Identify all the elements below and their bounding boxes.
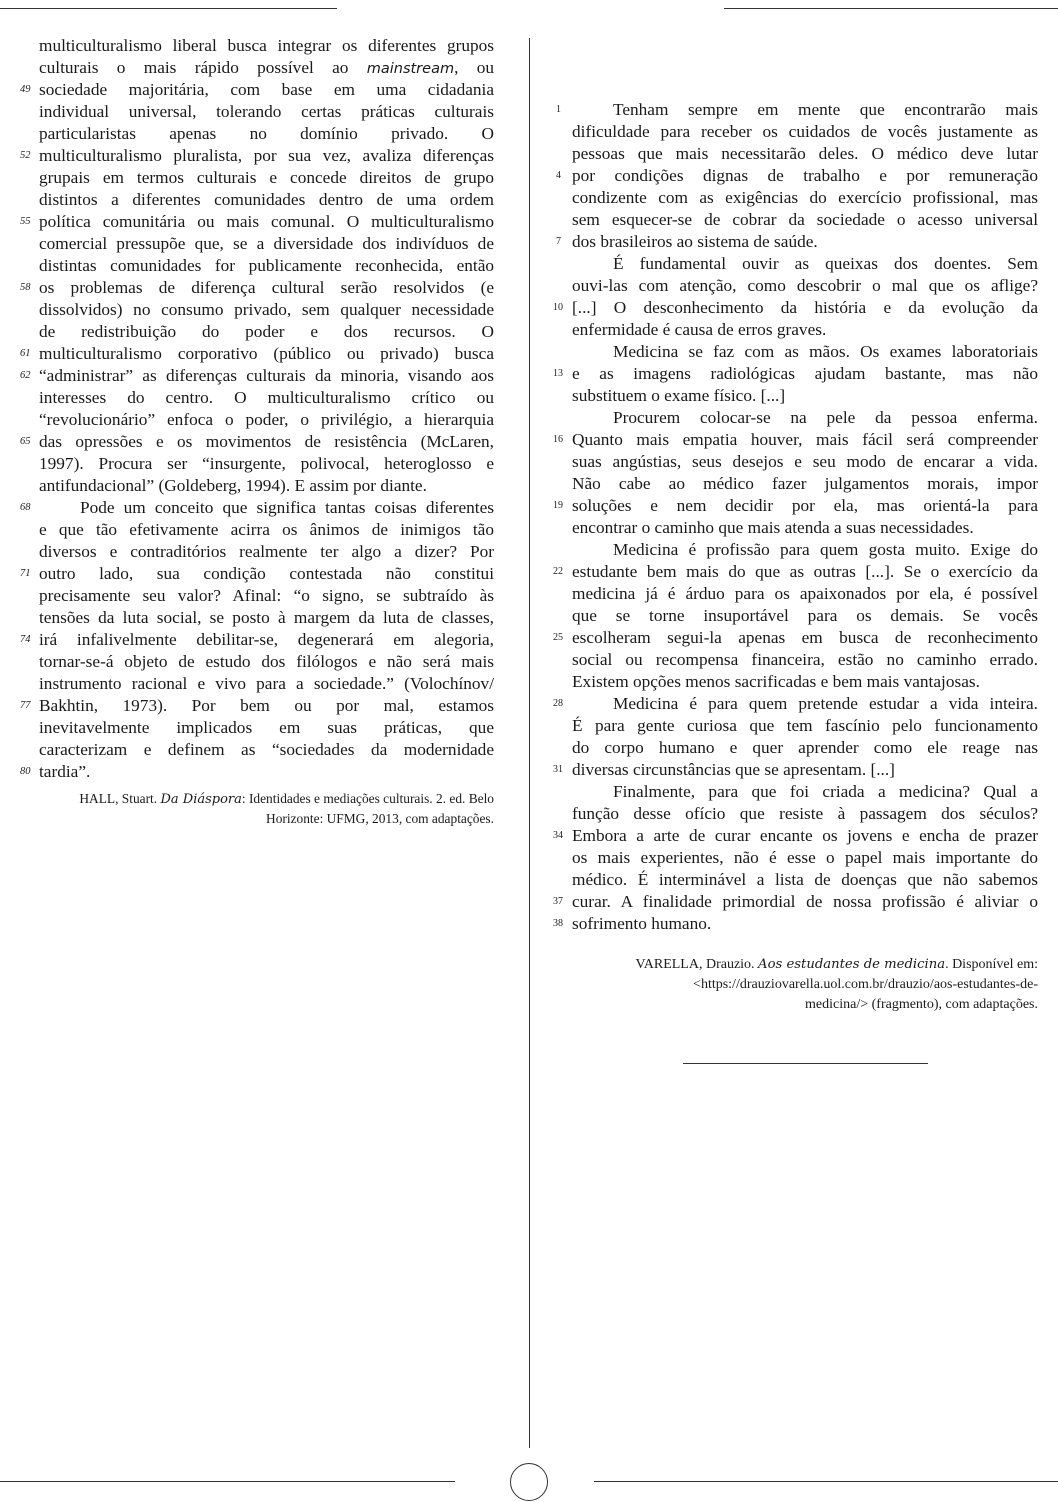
text-line: social ou recompensa financeira, estão no caminho errado. [572,650,1038,669]
text-line: Não cabe ao médico fazer julgamentos morais, impor [572,474,1038,493]
text-line: e que tão efetivamente acirra os ânimos de inimigos tão [39,520,494,539]
line-number: 25 [553,632,563,643]
text-line: Tenham sempre em mente que encontrarão mais [613,100,1038,119]
text-line: do corpo humano e quer aprender como ele reage nas [572,738,1038,757]
text-line: Procurem colocar-se na pele da pessoa enferma. [613,408,1038,427]
line-number: 1 [556,104,561,115]
text-line: soluções e nem decidir por ela, mas orientá-la para [572,496,1038,515]
text-line: escolheram segui-la apenas em busca de reconhecimento [572,628,1038,647]
line-number: 80 [20,766,31,777]
source-details: . Disponível em: [945,957,1038,972]
text-line: irá infalivelmente debilitar-se, degenerará em alegoria, [39,630,494,649]
line-number: 19 [553,500,563,511]
line-number: 4 [556,170,561,181]
text-line: grupais em termos culturais e concede direitos de grupo [39,168,494,187]
text-line: condizente com as exigências do exercício profissional, mas [572,188,1038,207]
source-title: Da Diáspora [160,792,242,807]
text-line: sociedade majoritária, com base em uma cidadania [39,80,494,99]
line-number: 77 [20,700,31,711]
source-details: Horizonte: UFMG, 2013, com adaptações. [266,811,494,826]
text-line: antifundacional” (Goldeberg, 1994). E assim por diante. [39,476,427,495]
text-line: tensões da luta social, se posto à margem da luta de classes, [39,608,494,627]
text-line: por condições dignas de trabalho e por remuneração [572,166,1038,185]
text-segment: culturais o mais rápido possível ao [39,58,349,77]
text-line: Medicina se faz com as mãos. Os exames laboratoriais [613,342,1038,361]
end-of-text-rule [683,1063,928,1064]
line-number: 13 [553,368,563,379]
text-line: diversas circunstâncias que se apresentam. [...] [572,760,895,779]
text-line: que se torne insuportável para os demais. Se vocês [572,606,1038,625]
line-number: 52 [20,150,31,161]
text-line: estudante bem mais do que as outras [...]. Se o exercício da [572,562,1038,581]
text-line: instrumento racional e vivo para a sociedade.” (Volochínov/ [39,674,494,693]
text-line [39,57,494,79]
line-number: 7 [556,236,561,247]
text-line: encontrar o caminho que mais atenda a suas necessidades. [572,518,974,537]
text-line: comercial pressupõe que, se a diversidade dos indivíduos de [39,234,494,253]
line-number: 55 [20,216,31,227]
text-line: os problemas de diferença cultural serão resolvidos (e [39,278,494,297]
line-number: 68 [20,502,31,513]
text-line: Bakhtin, 1973). Por bem ou por mal, estamos [39,696,494,715]
text-line: precisamente seu valor? Afinal: “o signo, se subtraído às [39,586,494,605]
text-line: Quanto mais empatia houver, mais fácil será compreender [572,430,1038,449]
page-number-circle [510,1463,548,1501]
text-line: “revolucionário” enfoca o poder, o privilégio, a hierarquia [39,410,494,429]
text-line: Finalmente, para que foi criada a medicina? Qual a [613,782,1038,801]
bottom-rule-left [0,1481,455,1482]
top-rule-left [0,8,337,9]
text-line: tardia”. [39,762,91,781]
line-number: 61 [20,348,31,359]
italic-term: mainstream [366,61,455,77]
source-citation-right [572,955,1038,1015]
text-line: curar. A finalidade primordial de nossa profissão é aliviar o [572,892,1038,911]
text-line: Medicina é para quem pretende estudar a vida inteira. [613,694,1038,713]
line-number: 71 [20,568,31,579]
text-line: distintas comunidades for publicamente reconhecida, então [39,256,494,275]
line-number: 10 [553,302,563,313]
text-line: sofrimento humano. [572,914,712,933]
line-number: 58 [20,282,31,293]
text-line: ouvi-las com atenção, como descobrir o mal que os aflige? [572,276,1038,295]
text-line: dos brasileiros ao sistema de saúde. [572,232,818,251]
text-line: multiculturalismo liberal busca integrar os diferentes grupos [39,36,494,55]
text-line: enfermidade é causa de erros graves. [572,320,827,339]
column-divider [529,38,530,1448]
text-line: Embora a arte de curar encante os jovens e encha de prazer [572,826,1038,845]
text-line: tornar-se-á objeto de estudo dos filólogos e não será mais [39,652,494,671]
text-line: dissolvidos) no consumo privado, sem qualquer necessidade [39,300,494,319]
text-line: Medicina é profissão para quem gosta muito. Exige do [613,540,1038,559]
line-number: 16 [553,434,563,445]
text-line: interesses do centro. O multiculturalismo crítico ou [39,388,494,407]
line-number: 22 [553,566,563,577]
text-line: suas angústias, seus desejos e seu modo de encarar a vida. [572,452,1038,471]
text-line: “administrar” as diferenças culturais da minoria, visando aos [39,366,494,385]
text-line: Existem opções menos sacrificadas e bem mais vantajosas. [572,672,980,691]
text-line: Pode um conceito que significa tantas coisas diferentes [80,498,494,517]
source-citation-left [39,789,494,828]
line-number: 38 [553,918,563,929]
text-line: É para gente curiosa que tem fascínio pelo funcionamento [572,716,1038,735]
text-line: distintos a diferentes comunidades dentro de uma ordem [39,190,494,209]
text-line: de redistribuição do poder e dos recursos. O [39,322,494,341]
text-segment: , ou [454,58,494,77]
source-author: VARELLA, Drauzio. [635,957,755,972]
source-details: : Identidades e mediações culturais. 2. ed. Belo [241,791,494,806]
text-line: individual universal, tolerando certas práticas culturais [39,102,494,121]
source-details: medicina/> (fragmento), com adaptações. [805,997,1038,1012]
text-line: substituem o exame físico. [...] [572,386,786,405]
text-line: É fundamental ouvir as queixas dos doentes. Sem [613,254,1038,273]
line-number: 49 [20,84,31,95]
source-title: Aos estudantes de medicina [758,957,946,972]
text-line: medicina já é árduo para os apaixonados por ela, é possível [572,584,1038,603]
text-line: multiculturalismo pluralista, por sua vez, avaliza diferenças [39,146,494,165]
text-line: [...] O desconhecimento da história e da evolução da [572,298,1038,317]
line-number: 34 [553,830,563,841]
line-number: 74 [20,634,31,645]
source-url: <https://drauziovarella.uol.com.br/drauzio/aos-estudantes-de- [693,977,1038,992]
text-line: outro lado, sua condição contestada não constitui [39,564,494,583]
bottom-rule-right [594,1481,1058,1482]
top-rule-right [724,8,1058,9]
text-line: caracterizam e definem as “sociedades da modernidade [39,740,494,759]
source-author: HALL, Stuart. [79,791,158,806]
text-line: dificuldade para receber os cuidados de vocês justamente as [572,122,1038,141]
text-line: função desse ofício que resiste à passagem dos séculos? [572,804,1038,823]
line-number: 65 [20,436,31,447]
text-line: política comunitária ou mais comunal. O multiculturalismo [39,212,494,231]
text-line: pessoas que mais necessitarão deles. O médico deve lutar [572,144,1038,163]
line-number: 28 [553,698,563,709]
text-line: os mais experientes, não é esse o papel mais importante do [572,848,1038,867]
line-number: 37 [553,896,563,907]
text-line: diversos e contraditórios realmente ter algo a dizer? Por [39,542,494,561]
text-line: das opressões e os movimentos de resistência (McLaren, [39,432,494,451]
text-line: multiculturalismo corporativo (público ou privado) busca [39,344,494,363]
line-number: 31 [553,764,563,775]
text-line: particularistas apenas no domínio privado. O [39,124,494,143]
text-line: inevitavelmente implicados em suas práticas, que [39,718,494,737]
text-line: médico. É interminável a lista de doenças que não sabemos [572,870,1038,889]
text-line: 1997). Procura ser “insurgente, polivocal, heteroglosso e [39,454,494,473]
text-line: e as imagens radiológicas ajudam bastante, mas não [572,364,1038,383]
text-line: sem esquecer-se de cobrar da sociedade o acesso universal [572,210,1038,229]
line-number: 62 [20,370,31,381]
